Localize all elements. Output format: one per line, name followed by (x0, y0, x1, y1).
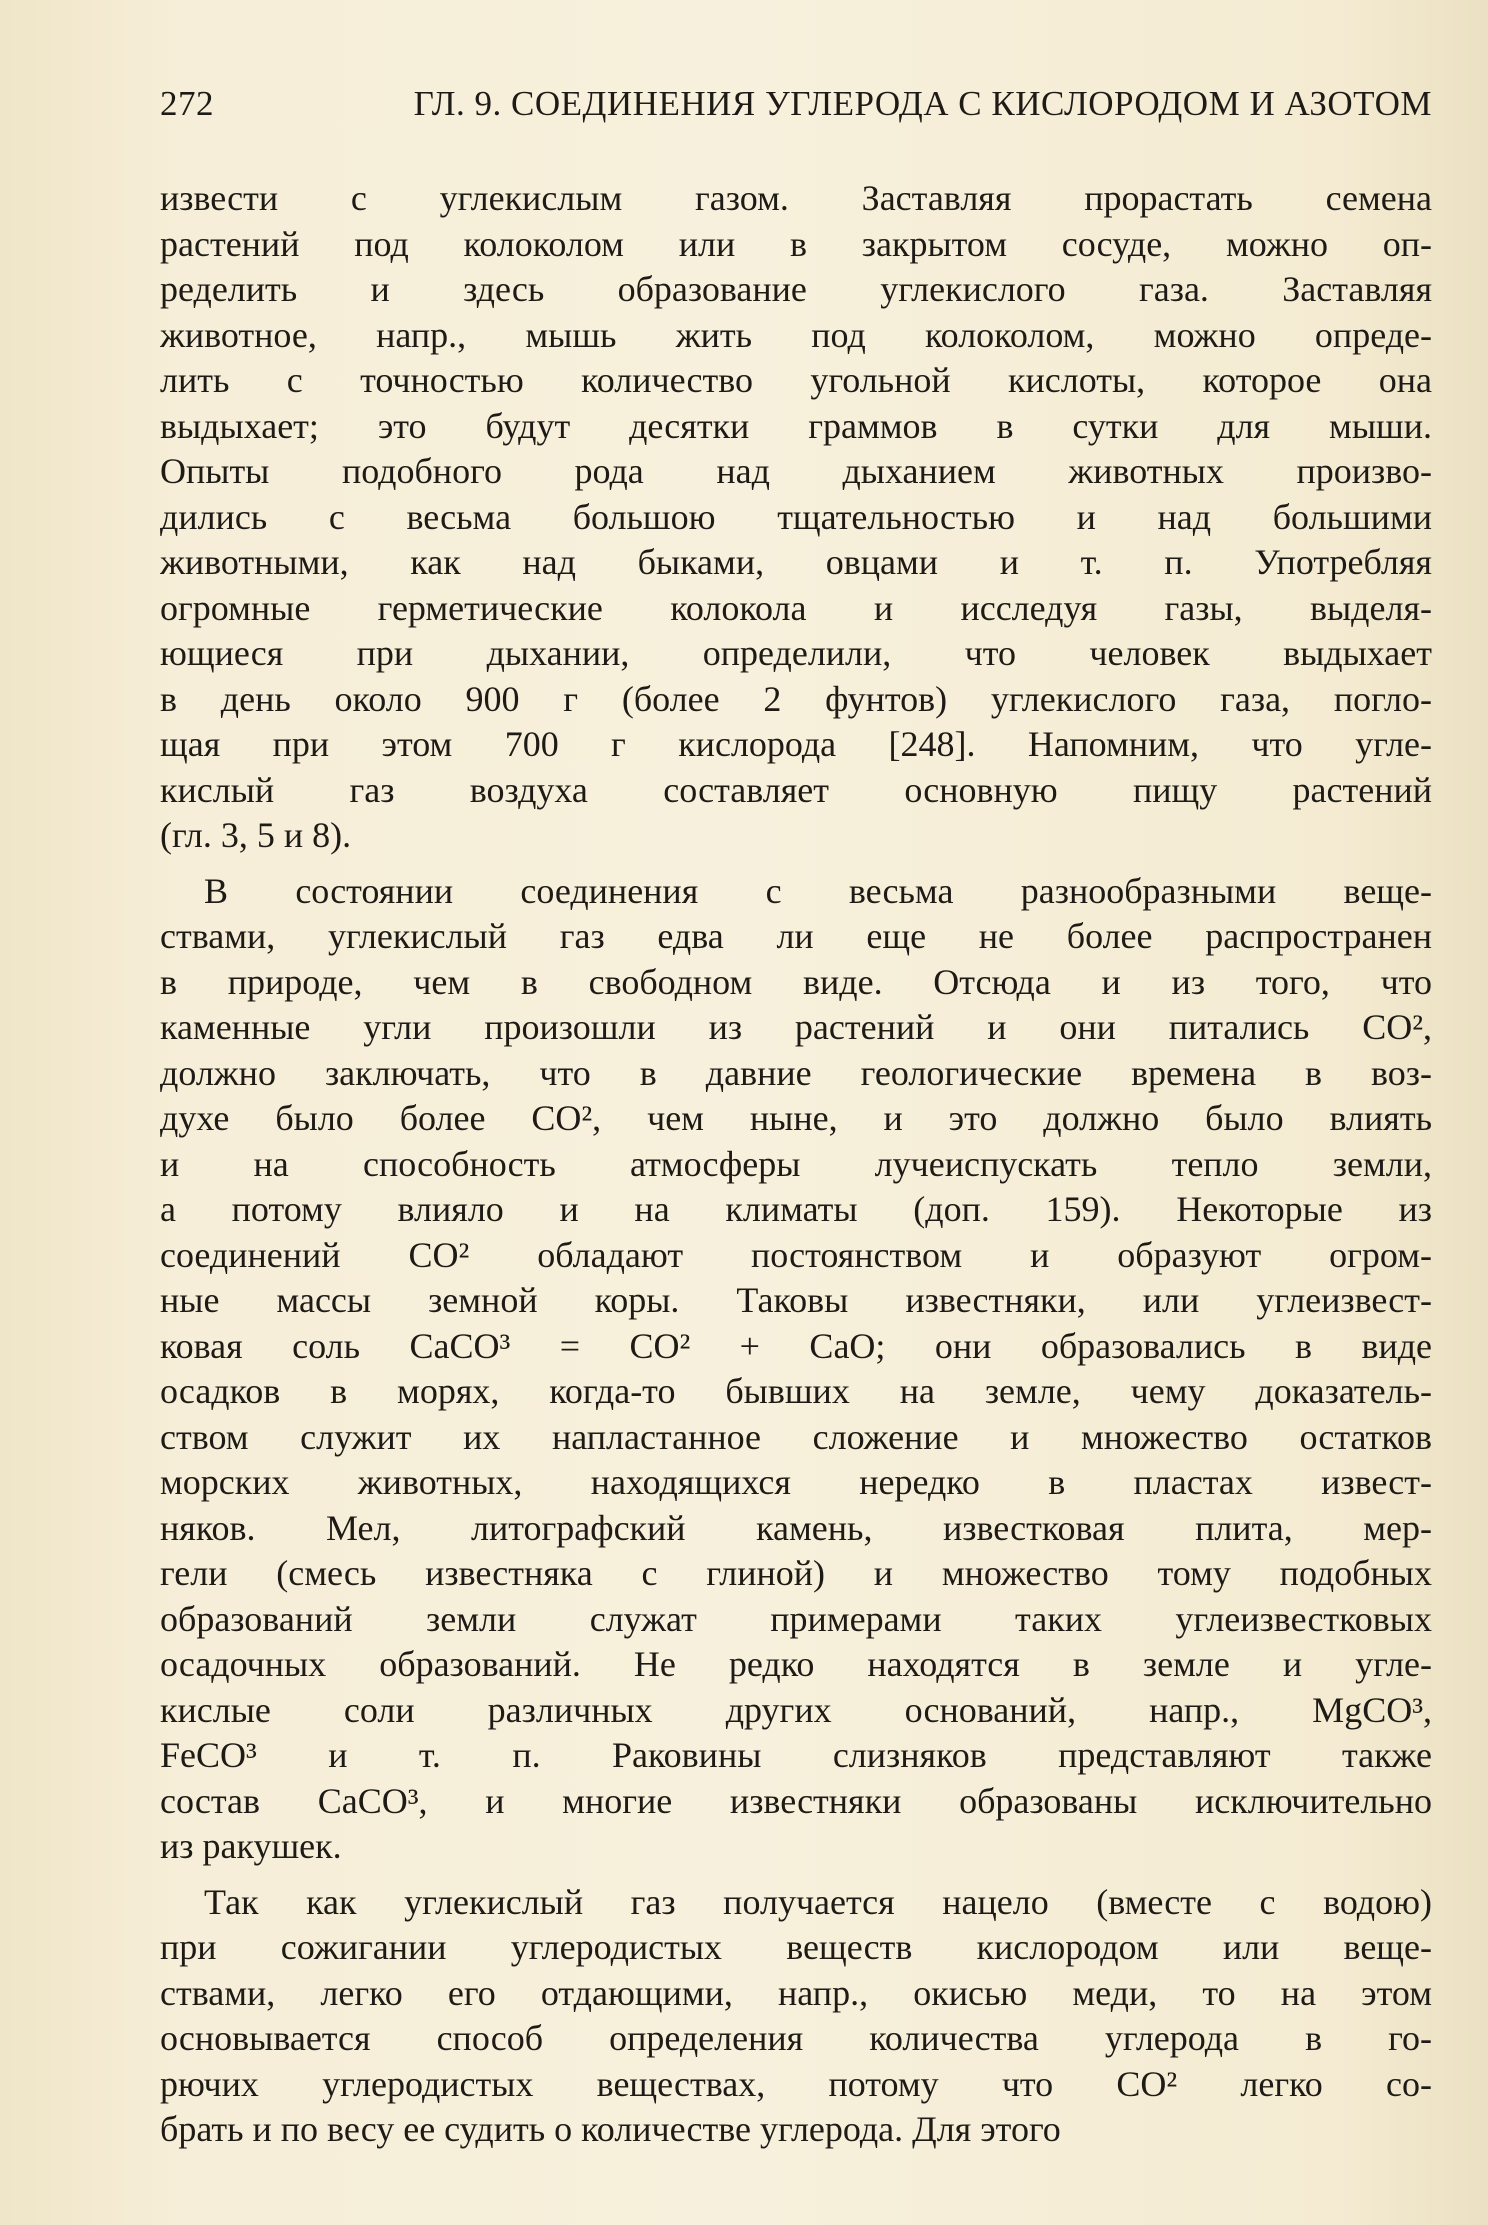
text-line: Опыты подобного рода над дыханием животных произво- (160, 451, 1432, 491)
text-line: ствами, углекислый газ едва ли еще не более распространен (160, 916, 1432, 956)
text-line: состав CaCO³, и многие известняки образованы исключительно (160, 1780, 1432, 1821)
text-line: ствами, легко его отдающими, напр., окисью меди, то на этом (160, 1972, 1432, 2013)
text-line: морских животных, находящихся нередко в пластах извест- (160, 1462, 1432, 1502)
text-line: осадочных образований. Не редко находятся в земле и угле- (160, 1644, 1432, 1684)
text-line: в день около 900 г (более 2 фунтов) углекислого газа, погло- (160, 678, 1432, 719)
text-line: ковая соль CaCO³ = CO² + CaO; они образовались в виде (160, 1325, 1432, 1366)
text-line: растений под колоколом или в закрытом сосуде, можно оп- (160, 223, 1432, 264)
paragraph-gap (160, 859, 1432, 869)
text-line: (гл. 3, 5 и 8). (160, 815, 352, 855)
text-line: рючих углеродистых веществах, потому что CO² легко со- (160, 2063, 1432, 2104)
text-line: лить с точностью количество угольной кислоты, которое она (160, 360, 1432, 400)
text-line: в природе, чем в свободном виде. Отсюда и из того, что (160, 961, 1432, 1002)
text-line: выдыхает; это будут десятки граммов в сутки для мыши. (160, 405, 1432, 446)
text-line: щая при этом 700 г кислорода [248]. Напомним, что угле- (160, 724, 1432, 764)
text-line: ством служит их напластанное сложение и множество остатков (160, 1416, 1432, 1457)
text-line: Так как углекислый газ получается нацело (вместе с водою) (204, 1881, 1432, 1922)
text-line: брать и по весу ее судить о количестве углерода. Для этого (160, 2109, 1061, 2149)
text-line: соединений CO² обладают постоянством и образуют огром- (160, 1234, 1432, 1275)
page-header (160, 84, 1432, 130)
text-line: каменные угли произошли из растений и они питались CO², (160, 1007, 1432, 1047)
text-line: основывается способ определения количества углерода в го- (160, 2018, 1432, 2058)
running-title: ГЛ. 9. СОЕДИНЕНИЯ УГЛЕРОДА С КИСЛОРОДОМ И АЗОТОМ (413, 84, 1432, 123)
text-line: огромные герметические колокола и исследуя газы, выделя- (160, 587, 1432, 628)
text-line: и на способность атмосферы лучеиспускать тепло земли, (160, 1143, 1432, 1184)
body-text (160, 176, 1432, 2153)
text-line: извести с углекислым газом. Заставляя прорастать семена (160, 178, 1432, 218)
text-line: должно заключать, что в давние геологические времена в воз- (160, 1052, 1432, 1093)
paragraph (160, 1880, 1432, 2153)
text-line: ющиеся при дыхании, определили, что человек выдыхает (160, 633, 1432, 673)
text-line: кислый газ воздуха составляет основную пищу растений (160, 769, 1432, 810)
text-line: животное, напр., мышь жить под колоколом, можно опреде- (160, 314, 1432, 355)
paragraph (160, 869, 1432, 1870)
page-number: 272 (160, 84, 214, 123)
text-line: В состоянии соединения с весьма разнообразными веще- (204, 870, 1432, 911)
text-line: образований земли служат примерами таких углеизвестковых (160, 1598, 1432, 1639)
text-line: гели (смесь известняка с глиной) и множество тому подобных (160, 1553, 1432, 1593)
text-line: при сожигании углеродистых веществ кислородом или веще- (160, 1927, 1432, 1967)
text-line: FeCO³ и т. п. Раковины слизняков представляют также (160, 1735, 1432, 1775)
text-line: няков. Мел, литографский камень, известковая плита, мер- (160, 1507, 1432, 1548)
text-line: из ракушек. (160, 1826, 342, 1866)
text-line: кислые соли различных других оснований, напр., MgCO³, (160, 1689, 1432, 1730)
text-line: дились с весьма большою тщательностью и над большими (160, 496, 1432, 537)
text-line: осадков в морях, когда-то бывших на земле, чему доказатель- (160, 1371, 1432, 1411)
text-line: ные массы земной коры. Таковы известняки, или углеизвест- (160, 1280, 1432, 1320)
text-line: а потому влияло и на климаты (доп. 159). Некоторые из (160, 1189, 1432, 1229)
text-line: животными, как над быками, овцами и т. п. Употребляя (160, 542, 1432, 582)
text-line: духе было более CO², чем ныне, и это должно было влиять (160, 1098, 1432, 1138)
paragraph-gap (160, 1870, 1432, 1880)
paragraph (160, 176, 1432, 859)
text-line: ределить и здесь образование углекислого газа. Заставляя (160, 269, 1432, 309)
